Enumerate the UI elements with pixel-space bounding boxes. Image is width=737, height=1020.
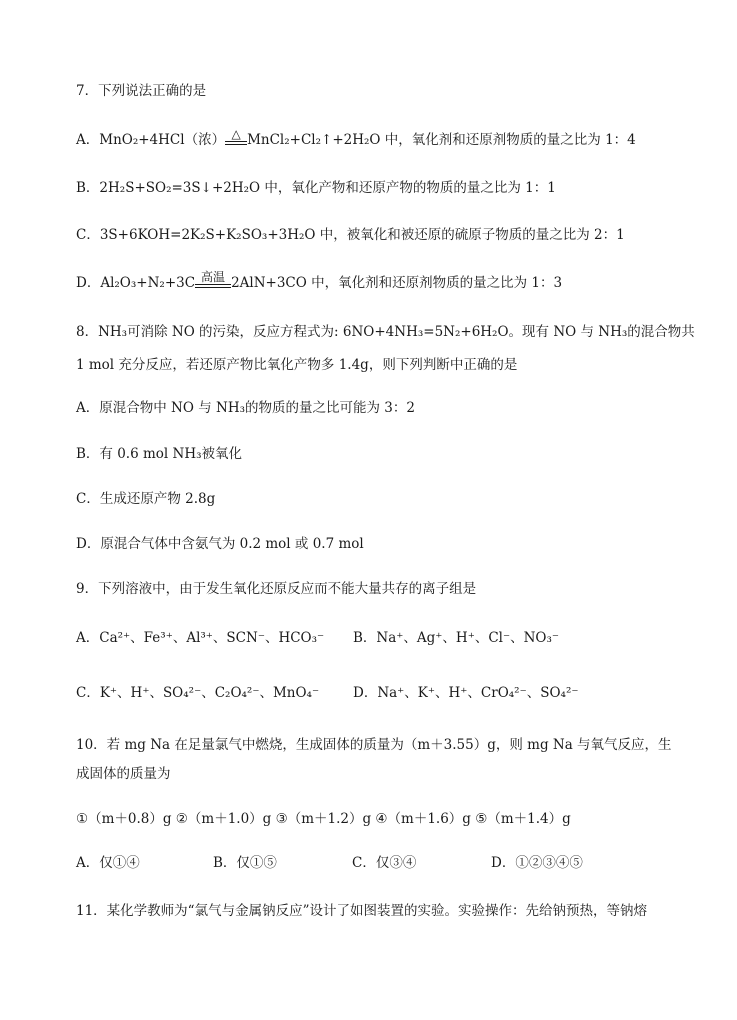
q10-choices: ①（m＋0.8）g ②（m＋1.0）g ③（m＋1.2）g ④（m＋1.6）g ⑤（m＋1.4）g [76, 811, 571, 827]
q11-stem-line1: 11．某化学教师为“氯气与金属钠反应”设计了如图装置的实验。实验操作：先给钠预热，等钠熔 [76, 903, 647, 919]
q10-option-d[interactable]: D．①②③④⑤ [491, 855, 583, 871]
q8-stem-line2: 1 mol 充分反应，若还原产物比氧化产物多 1.4g，则下列判断中正确的是 [76, 357, 518, 373]
q8-option-b[interactable]: B．有 0.6 mol NH₃被氧化 [76, 446, 243, 462]
reaction-condition-heat: △ [225, 128, 247, 145]
q7-option-b[interactable]: B．2H₂S+SO₂=3S↓+2H₂O 中，氧化产物和还原产物的物质的量之比为 1：1 [76, 180, 556, 196]
q8-option-d[interactable]: D．原混合气体中含氨气为 0.2 mol 或 0.7 mol [76, 536, 364, 552]
q9-option-d[interactable]: D．Na⁺、K⁺、H⁺、CrO₄²⁻、SO₄²⁻ [353, 685, 579, 701]
q10-option-a[interactable]: A．仅①④ [76, 855, 140, 871]
q8-stem-line1: 8．NH₃可消除 NO 的污染，反应方程式为: 6NO+4NH₃=5N₂+6H₂O。现有 NO 与 NH₃的混合物共 [76, 324, 695, 340]
q8-option-a[interactable]: A．原混合物中 NO 与 NH₃的物质的量之比可能为 3：2 [76, 400, 415, 416]
q10-stem-line1: 10．若 mg Na 在足量氯气中燃烧，生成固体的质量为（m＋3.55）g，则 mg Na 与氧气反应，生 [76, 737, 672, 753]
q7-option-a-pre: MnO₂+4HCl（浓） [99, 132, 226, 148]
q9-option-c[interactable]: C．K⁺、H⁺、SO₄²⁻、C₂O₄²⁻、MnO₄⁻ [76, 685, 320, 701]
q7-option-a[interactable] [76, 127, 636, 151]
q7-option-d[interactable] [76, 270, 563, 294]
q7-stem: 7．下列说法正确的是 [76, 83, 207, 99]
q7-option-d-post: 2AlN+3CO 中，氧化剂和还原剂物质的量之比为 1：3 [231, 275, 563, 291]
q7-option-a-post: MnCl₂+Cl₂↑+2H₂O 中，氧化剂和还原剂物质的量之比为 1：4 [247, 132, 636, 148]
q9-option-a[interactable]: A．Ca²⁺、Fe³⁺、Al³⁺、SCN⁻、HCO₃⁻ [76, 630, 325, 646]
q9-option-b[interactable]: B．Na⁺、Ag⁺、H⁺、Cl⁻、NO₃⁻ [353, 630, 560, 646]
q8-option-c[interactable]: C．生成还原产物 2.8g [76, 491, 216, 507]
q10-option-c[interactable]: C．仅③④ [352, 855, 417, 871]
q7-option-c[interactable]: C．3S+6KOH=2K₂S+K₂SO₃+3H₂O 中，被氧化和被还原的硫原子物质的量之比为 2：1 [76, 227, 625, 243]
q7-option-d-pre: D．Al₂O₃+N₂+3C [76, 275, 196, 291]
q7-option-a-label: A． [76, 132, 100, 148]
q9-stem: 9．下列溶液中，由于发生氧化还原反应而不能大量共存的离子组是 [76, 581, 477, 597]
q10-stem-line2: 成固体的质量为 [76, 766, 171, 782]
reaction-condition-high-temp: 高温 [195, 271, 231, 288]
q10-option-b[interactable]: B．仅①⑤ [213, 855, 277, 871]
